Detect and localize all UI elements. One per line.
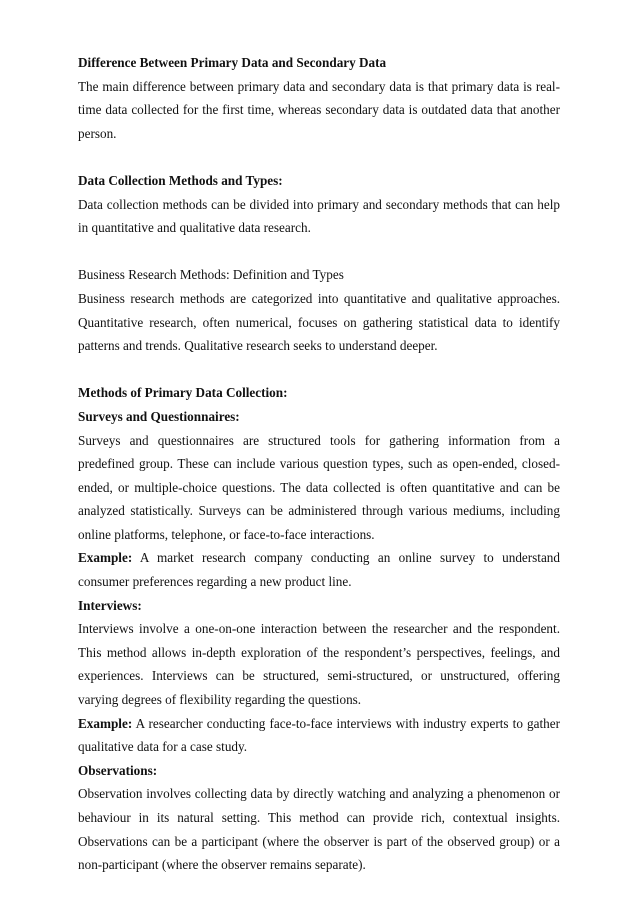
- body-surveys: Surveys and questionnaires are structured tools for gathering information from a predefined group. These can include various question types, such as open-ended, closed-ended, or multiple-choice questions. The data collected is often quantitative and can be analyzed statistically. Surveys can be administered through various mediums, including online platforms, telephone, or face-to-face interactions.: [78, 432, 560, 542]
- section-body-collection-methods: Data collection methods can be divided into primary and secondary methods that can help in quantitative and qualitative data research.: [78, 196, 560, 236]
- section-body-business-research: Business research methods are categorized into quantitative and qualitative approaches. Quantitative research, often numerical, focuses on gathering statistical data to identify patterns and trends. Qualitative research seeks to understand deeper.: [78, 290, 560, 354]
- example-text: A market research company conducting an online survey to understand consumer preferences regarding a new product line.: [78, 550, 560, 590]
- section-heading-primary-methods: Methods of Primary Data Collection:: [78, 385, 288, 401]
- subheading-interviews: Interviews:: [78, 597, 142, 613]
- subheading-surveys: Surveys and Questionnaires:: [78, 408, 240, 424]
- example-text: A researcher conducting face-to-face interviews with industry experts to gather qualitative data for a case study.: [78, 715, 560, 755]
- section-title-business-research: Business Research Methods: Definition and Types: [78, 267, 344, 283]
- paragraph-spacer: [78, 358, 560, 382]
- section-heading-difference: Difference Between Primary Data and Secondary Data: [78, 55, 387, 70]
- example-interviews: [78, 712, 560, 759]
- section-body-difference: The main difference between primary data and secondary data is that primary data is real-time data collected for the first time, whereas secondary data is outdated data that another person.: [78, 78, 560, 141]
- paragraph-spacer: [78, 145, 560, 169]
- body-observations: Observation involves collecting data by directly watching and analyzing a phenomenon or behaviour in its natural setting. This method can provide rich, contextual insights. Observations can be a participant (where the observer is part of the observed group) or a non-participant (where the observer remains separate).: [78, 786, 560, 873]
- example-label: Example:: [78, 550, 133, 566]
- example-surveys: [78, 546, 560, 593]
- subheading-observations: Observations:: [78, 762, 158, 778]
- example-label: Example:: [78, 715, 133, 731]
- body-interviews: Interviews involve a one-on-one interaction between the researcher and the respondent. This method allows in-depth exploration of the respondent’s perspectives, feelings, and experiences. Interviews can be structured, semi-structured, or unstructured, offering varying degrees of flexibility regarding the questions.: [78, 621, 560, 708]
- section-heading-collection-methods: Data Collection Methods and Types:: [78, 172, 283, 188]
- paragraph-spacer: [78, 240, 560, 264]
